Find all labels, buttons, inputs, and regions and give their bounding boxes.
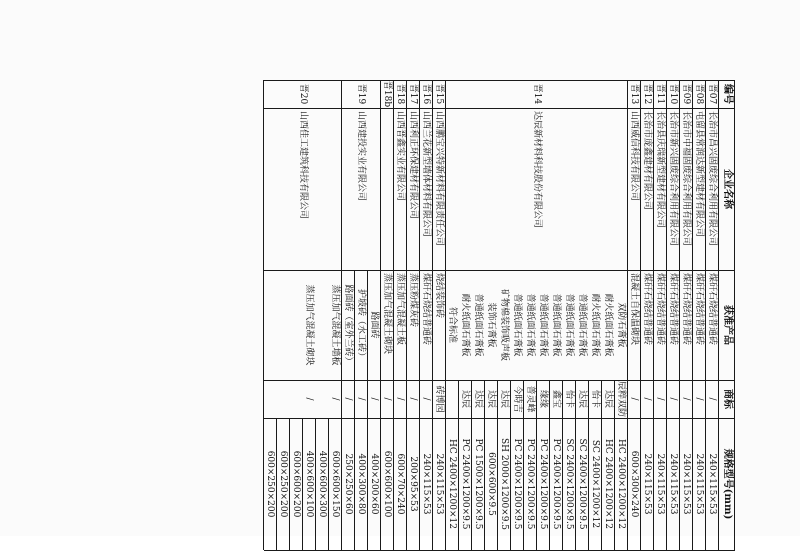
- row-brand: 达辰: [499, 389, 510, 408]
- row-product: 符合标准: [447, 306, 458, 343]
- row-company: 山西利正环保建材有限公司: [408, 111, 419, 220]
- table-rule: [653, 80, 654, 550]
- row-brand: /: [629, 397, 640, 401]
- row-product: 装饰石膏板: [486, 302, 497, 348]
- row-id: 晋08: [694, 83, 705, 105]
- row-brand: 辰粹双防: [616, 381, 627, 418]
- row-spec: HC 2400×1200×12: [616, 439, 627, 529]
- row-product: 耐火纸面石膏板: [590, 293, 601, 357]
- row-brand: [264, 383, 277, 415]
- row-spec: PC 2400×1200×9.5: [512, 438, 523, 530]
- row-product: 普通纸面石膏板: [551, 293, 562, 357]
- row-brand: /: [642, 397, 653, 401]
- row-spec: 240×115×53: [681, 453, 692, 515]
- row-spec: SC 2400×1200×9.5: [564, 438, 575, 530]
- row-brand: /: [382, 397, 393, 401]
- row-id: 晋17: [408, 83, 419, 105]
- row-product: 耐火纸面石膏板: [460, 293, 471, 357]
- row-brand: /: [304, 397, 315, 401]
- row-id: 晋18b: [382, 80, 393, 108]
- row-company: 长治县庆瑞新型建材有限公司: [655, 111, 666, 229]
- row-brand: /: [356, 397, 367, 401]
- row-company: 山西鹏宝兴特新材料有限责任公司: [434, 111, 445, 247]
- row-spec: 600×600×200: [291, 450, 302, 518]
- row-brand: /: [655, 397, 666, 401]
- row-spec: HC 2400×1200×12: [603, 439, 614, 529]
- table-rule: [406, 80, 407, 550]
- table-rule: [679, 80, 680, 550]
- row-brand: /: [408, 397, 419, 401]
- row-product: 蒸压加气混凝土板: [395, 273, 406, 346]
- row-brand: 怡卡: [590, 389, 601, 408]
- row-id: 晋11: [655, 83, 666, 105]
- table-rule: [341, 80, 342, 550]
- row-product: 蒸压加气混凝土砌块: [382, 273, 393, 355]
- row-spec: 240×115×53: [421, 453, 432, 515]
- row-spec: SC 2400×1200×12: [590, 439, 601, 529]
- row-brand: /: [395, 397, 406, 401]
- table-rule: [432, 80, 433, 550]
- row-spec: 240×115×53: [707, 453, 718, 515]
- table-rule: [734, 80, 735, 550]
- row-spec: HC 2400×1200×12: [447, 439, 458, 529]
- row-product: 蒸压加气混凝土砌块: [304, 284, 315, 366]
- row-brand: /: [369, 397, 380, 401]
- row-spec: 250×250×60: [343, 453, 354, 515]
- row-brand: 普灵峰: [525, 385, 536, 413]
- row-spec: 400×300×80: [356, 453, 367, 515]
- table-rule: [264, 270, 735, 271]
- row-brand: 达辰: [486, 389, 497, 408]
- row-spec: 600×300×240: [629, 450, 640, 518]
- header-brand: 商标: [722, 389, 733, 409]
- row-product: 普通纸面石膏板: [564, 293, 575, 357]
- row-product: 煤矸石烧结普通砖: [655, 273, 666, 346]
- row-product: 普通纸面石膏板: [538, 293, 549, 357]
- row-id: 晋12: [642, 83, 653, 105]
- header-spec: 规格型号(mm): [722, 448, 733, 520]
- row-brand: 怡卡: [564, 389, 575, 408]
- row-spec: 400×600×100: [304, 450, 315, 518]
- row-product: [277, 273, 290, 377]
- table-rule: [264, 418, 735, 419]
- row-brand: 砖博园: [434, 385, 445, 413]
- row-brand: 缘缘: [538, 389, 549, 408]
- table-rule: [264, 380, 735, 381]
- row-id: 晋16: [421, 83, 432, 105]
- certification-table: [263, 80, 735, 550]
- row-product: 路面砖（室外兰砖）: [343, 284, 354, 366]
- row-id: 晋09: [681, 83, 692, 105]
- row-company: 长治市昌兴固废综合利用有限公司: [707, 111, 718, 247]
- row-brand: 达辰: [577, 389, 588, 408]
- header-company: 企业名称: [722, 169, 733, 209]
- row-company: 达辰新材料科技股份有限公司: [532, 111, 542, 229]
- row-product: 煤矸石烧结普通砖: [681, 273, 692, 346]
- row-product: 煤矸石烧结普通砖: [668, 273, 679, 346]
- row-id: 晋20: [298, 83, 308, 105]
- row-product: [290, 273, 303, 377]
- row-id: 晋13: [629, 83, 640, 105]
- row-company: 山西晋鑫实业有限公司: [395, 111, 406, 202]
- row-brand: 达辰: [473, 389, 484, 408]
- row-id: 晋14: [532, 83, 542, 105]
- row-brand: 达辰: [603, 389, 614, 408]
- row-id: 晋15: [434, 83, 445, 105]
- row-company: 山西威信科技有限公司: [629, 111, 640, 202]
- row-spec: 600×70×240: [395, 453, 406, 515]
- row-company: 长治市新兴固废综合利用有限公司: [668, 111, 679, 247]
- row-brand: 今時吉: [512, 385, 523, 413]
- row-product: 煤矸石烧结普通砖: [694, 273, 705, 346]
- row-spec: 240×115×53: [668, 453, 679, 515]
- row-brand: 鑫宝: [551, 389, 562, 408]
- table-rule: [380, 80, 381, 550]
- table-rule: [627, 80, 628, 550]
- row-product: [316, 273, 329, 377]
- row-product: 普通纸面石膏板: [525, 293, 536, 357]
- row-product: 煤矸石烧结普通砖: [642, 273, 653, 346]
- row-spec: PC 2400×1200×9.5: [460, 438, 471, 530]
- row-id: 晋07: [707, 83, 718, 105]
- row-spec: PC 2400×1200×9.5: [538, 438, 549, 530]
- table-rule: [393, 80, 394, 550]
- table-rule: [264, 80, 735, 81]
- row-product: 煤矸石烧结普通砖: [421, 273, 432, 346]
- row-product: 路面砖: [369, 311, 380, 339]
- header-id: 编号: [722, 84, 733, 104]
- row-company: 山西兰花新型墙体材料有限公司: [421, 111, 432, 238]
- row-id: 晋10: [668, 83, 679, 105]
- row-brand: /: [421, 397, 432, 401]
- row-spec: 400×200×60: [369, 453, 380, 515]
- row-product: 护坡砖（水工砖）: [356, 288, 367, 361]
- row-product: 混凝土自保温砌块: [629, 273, 640, 346]
- table-rule: [692, 80, 693, 550]
- row-brand: [290, 383, 303, 415]
- row-spec: 400×600×300: [317, 450, 328, 518]
- row-brand: 达辰: [460, 389, 471, 408]
- row-spec: SC 2400×1200×9.5: [577, 438, 588, 530]
- table-rule: [640, 80, 641, 550]
- row-company: 长治市中福固废综合利用有限公司: [681, 111, 692, 247]
- row-product: 蒸压加气混凝土墙板: [330, 284, 341, 366]
- row-id: 晋18: [395, 83, 406, 105]
- row-product: 煤矸石烧结普通砖: [707, 273, 718, 346]
- row-brand: /: [330, 397, 341, 401]
- row-product: [264, 273, 277, 377]
- row-company: 屯留县常润达新型建材有限公司: [694, 111, 705, 238]
- row-company: 山西佳工建筑科技有限公司: [298, 111, 308, 220]
- row-spec: 600×600×9.5: [486, 452, 497, 516]
- row-spec: 240×115×53: [655, 453, 666, 515]
- header-product: 获准产品: [722, 305, 733, 345]
- row-product: 烧结装饰砖: [434, 273, 445, 319]
- row-company: 山西建投实业有限公司: [356, 111, 367, 202]
- row-product: 矿物棉装饰吸声板: [499, 288, 510, 361]
- table-rule: [419, 80, 420, 550]
- table-rule: [445, 80, 446, 550]
- row-spec: PC 2400×1200×9.5: [551, 438, 562, 530]
- row-brand: [446, 383, 459, 415]
- row-brand: [277, 383, 290, 415]
- row-spec: PC 1500×1200×9.5: [473, 438, 484, 530]
- table-rule: [264, 108, 735, 109]
- row-product: 普通纸面石膏板: [473, 293, 484, 357]
- row-brand: /: [343, 397, 354, 401]
- row-spec: 240×115×53: [694, 453, 705, 515]
- table-rule: [666, 80, 667, 550]
- row-product: 耐火纸面石膏板: [603, 293, 614, 357]
- row-spec: 240×115×53: [642, 453, 653, 515]
- row-spec: 600×600×100: [382, 450, 393, 518]
- row-company: 长治市庞鑫建材有限公司: [642, 111, 653, 211]
- row-spec: PC 2400×1200×9.5: [525, 438, 536, 530]
- row-product: 双防石膏板: [616, 302, 627, 348]
- row-spec: 600×600×150: [330, 450, 341, 518]
- table-rule: [263, 80, 264, 550]
- row-product: 普通纸面石膏板: [512, 293, 523, 357]
- row-product: 蒸压粉煤灰砖: [408, 273, 419, 328]
- row-spec: 600×250×200: [265, 450, 276, 518]
- row-brand: /: [707, 397, 718, 401]
- table-rule: [705, 80, 706, 550]
- row-brand: /: [694, 397, 705, 401]
- row-spec: 240×115×53: [434, 453, 445, 515]
- row-spec: SH 2000×1200×9.5: [499, 437, 510, 531]
- row-brand: /: [681, 397, 692, 401]
- row-spec: 200×95×53: [408, 456, 419, 512]
- row-spec: 600×250×200: [278, 450, 289, 518]
- row-product: 普通纸面石膏板: [577, 293, 588, 357]
- table-rule: [718, 80, 719, 550]
- row-brand: [316, 383, 329, 415]
- row-brand: /: [668, 397, 679, 401]
- row-id: 晋19: [356, 83, 367, 105]
